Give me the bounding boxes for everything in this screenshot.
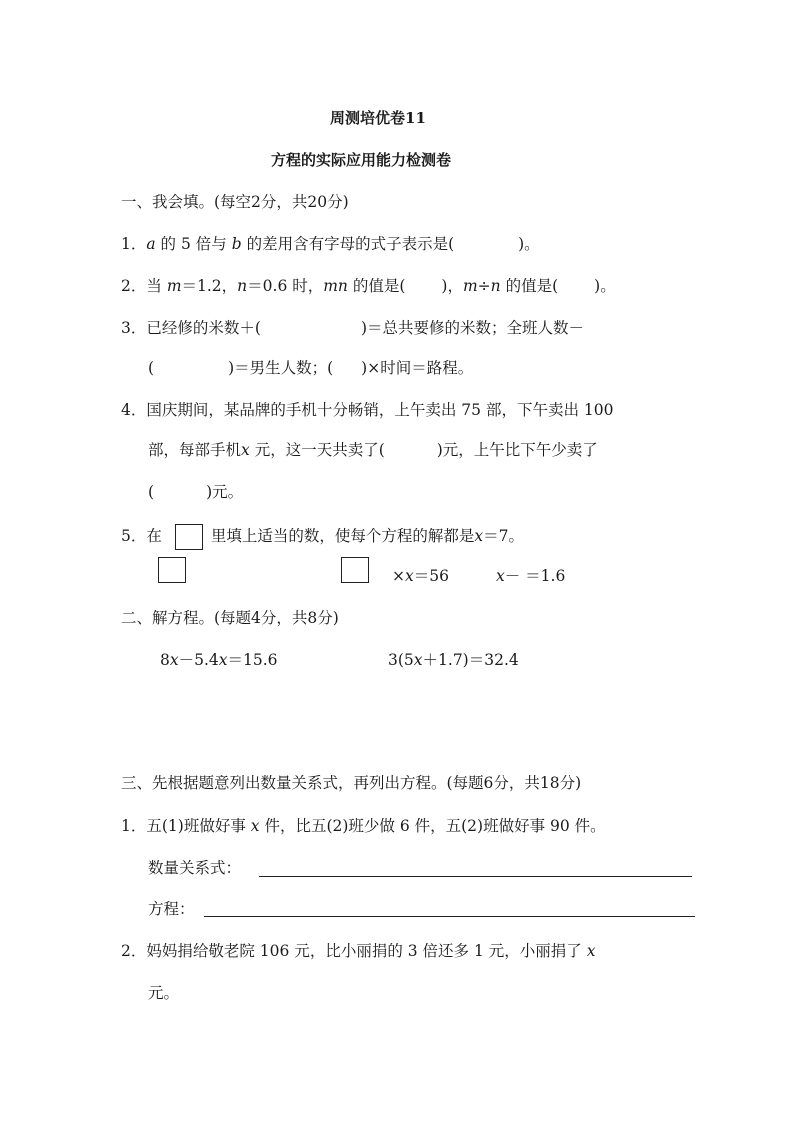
worksheet-title: 周测培优卷11 [330, 109, 426, 127]
q3-text: )＝总共要修的米数；全班人数－ [360, 319, 584, 337]
variable-x: x [405, 567, 414, 585]
q2-text: 的值是( [347, 277, 406, 295]
relation-answer-line[interactable] [259, 876, 692, 877]
variable-n: n [237, 277, 248, 295]
equation-1-answer-box[interactable] [158, 557, 186, 583]
equation-answer-line[interactable] [204, 916, 695, 917]
equation-text: ＋1.7)＝32.4 [422, 651, 519, 669]
variable-a: a [146, 235, 156, 253]
variable-x: x [496, 567, 505, 585]
variable-b: b [231, 235, 242, 253]
question-1-1 [121, 234, 540, 254]
equation-text: －5.4 [178, 651, 219, 669]
q2-text: ＝1.2， [181, 277, 238, 295]
variable-x: x [413, 651, 423, 669]
equation-3 [496, 566, 565, 586]
q2-text: 的值是( [500, 277, 559, 295]
section3-heading: 三、先根据题意列出数量关系式，再列出方程。(每题6分，共18分) [121, 774, 582, 792]
question-number: 2． [121, 277, 147, 295]
equation-text: 3(5 [388, 651, 414, 669]
solve-equation-2 [388, 650, 519, 670]
q2-text: )， [441, 277, 463, 295]
sample-answer-box [175, 524, 203, 550]
question-1-4-line3 [148, 482, 243, 502]
question-number: 1． [121, 235, 147, 253]
q5-text: ＝7。 [483, 527, 524, 545]
equation-2 [392, 566, 449, 586]
relation-label: 数量关系式： [148, 859, 242, 877]
q-text: 件，比五(2)班少做 6 件，五(2)班做好事 90 件。 [259, 817, 606, 835]
section1-heading: 一、我会填。(每空2分，共20分) [121, 193, 349, 211]
q2-text: )。 [594, 277, 616, 295]
equation-text: ＝15.6 [227, 651, 278, 669]
q4-text: 元，这一天共卖了( [249, 441, 385, 459]
question-number: 5． [121, 527, 147, 545]
q2-text: 当 [146, 277, 167, 295]
times-sign: × [392, 567, 405, 585]
question-1-2 [121, 276, 616, 296]
variable-n: n [490, 277, 501, 295]
variable-m: m [462, 277, 478, 295]
question-1-3-line2 [148, 358, 473, 378]
question-number: 2． [121, 942, 147, 960]
q3-text: 已经修的米数＋( [146, 319, 261, 337]
question-1-3-line1 [121, 318, 584, 338]
question-1-5 [121, 524, 524, 550]
question-1-4-line2 [148, 440, 598, 460]
q1-text: 的差用含有字母的式子表示是( [241, 235, 455, 253]
variable-mn: mn [323, 277, 348, 295]
q4-text: 部，每部手机 [148, 441, 242, 459]
section2-heading: 二、解方程。(每题4分，共8分) [121, 609, 339, 627]
q-text: 妈妈捐给敬老院 106 元，比小丽捐的 3 倍还多 1 元，小丽捐了 [146, 942, 587, 960]
q2-text: ÷ [477, 277, 491, 295]
q5-text: 里填上适当的数，使每个方程的解都是 [210, 527, 475, 545]
question-3-2-line2: 元。 [148, 984, 180, 1002]
variable-x: x [586, 942, 596, 960]
q5-text: 在 [146, 527, 162, 545]
solve-equation-1 [160, 650, 278, 670]
question-3-2-line1 [121, 941, 595, 961]
q3-text: )＝男生人数；( [228, 359, 334, 377]
q2-text: ＝0.6 时， [247, 277, 324, 295]
equation-text: － ＝1.6 [504, 567, 566, 585]
q1-text: 的 5 倍与 [155, 235, 232, 253]
variable-x: x [169, 651, 179, 669]
q4-text: 国庆期间，某品牌的手机十分畅销，上午卖出 75 部，下午卖出 100 [146, 401, 614, 419]
q4-text: )元。 [206, 483, 244, 501]
equation-text: ＝56 [413, 567, 449, 585]
q4-text: )元，上午比下午少卖了 [436, 441, 598, 459]
q1-text: )。 [518, 235, 540, 253]
variable-x: x [250, 817, 260, 835]
question-number: 3． [121, 319, 147, 337]
variable-x: x [241, 441, 250, 459]
variable-m: m [166, 277, 182, 295]
equation-label: 方程： [148, 900, 195, 918]
q-text: 五(1)班做好事 [146, 817, 251, 835]
variable-x: x [474, 527, 484, 545]
equation-2-answer-box[interactable] [341, 557, 369, 583]
question-3-1 [121, 816, 606, 836]
question-number: 1． [121, 817, 147, 835]
question-1-4-line1 [121, 400, 613, 420]
worksheet-subtitle: 方程的实际应用能力检测卷 [271, 151, 452, 169]
q3-text: )×时间＝路程。 [361, 359, 474, 377]
equation-text: 8 [160, 651, 170, 669]
q4-text: ( [148, 483, 155, 501]
variable-x: x [218, 651, 228, 669]
question-number: 4． [121, 401, 147, 419]
q3-text: ( [148, 359, 155, 377]
